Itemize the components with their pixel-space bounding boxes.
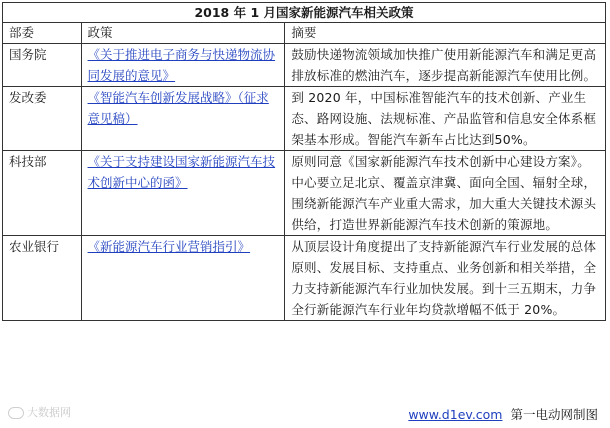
- policy-link[interactable]: 《智能汽车创新发展战略》（征求意见稿）: [87, 90, 269, 126]
- summary-cell: 从顶层设计角度提出了支持新能源汽车行业发展的总体原则、发展目标、支持重点、业务创新和相关举措，全力支持新能源汽车行业加快发展。到十三五期末，力争全行新能源汽车行业年均贷款增幅不低于 20%。: [285, 236, 606, 321]
- header-row: [3, 23, 606, 44]
- policy-cell: [81, 151, 285, 236]
- summary-cell: 原则同意《国家新能源汽车技术创新中心建设方案》。中心要立足北京、覆盖京津冀、面向全国、辐射全球，围绕新能源汽车产业重大需求，加大重大关键技术源头供给，打造世界新能源汽车技术创新的策源地。: [285, 151, 606, 236]
- table-row: [3, 44, 606, 87]
- policy-table: [2, 2, 606, 321]
- watermark-logo-icon: [8, 407, 24, 419]
- watermark-text: 大数据网: [27, 406, 71, 419]
- dept-cell: 国务院: [3, 44, 82, 87]
- site-link[interactable]: www.d1ev.com: [408, 407, 503, 422]
- policy-cell: [81, 44, 285, 87]
- policy-link[interactable]: 《关于支持建设国家新能源汽车技术创新中心的函》: [87, 154, 276, 190]
- credit: [408, 405, 598, 423]
- footer: [0, 402, 610, 428]
- dept-cell: 科技部: [3, 151, 82, 236]
- summary-cell: 到 2020 年，中国标准智能汽车的技术创新、产业生态、路网设施、法规标准、产品监管和信息安全体系框架基本形成。智能汽车新车占比达到50%。: [285, 87, 606, 151]
- header-dept: 部委: [3, 23, 82, 44]
- dept-cell: 农业银行: [3, 236, 82, 321]
- credit-text: 第一电动网制图: [510, 407, 598, 422]
- policy-cell: [81, 236, 285, 321]
- policy-cell: [81, 87, 285, 151]
- summary-cell: 鼓励快递物流领域加快推广使用新能源汽车和满足更高排放标准的燃油汽车，逐步提高新能源汽车使用比例。: [285, 44, 606, 87]
- table-row: [3, 236, 606, 321]
- table-title: 2018 年 1 月国家新能源汽车相关政策: [3, 3, 606, 23]
- watermark: [8, 404, 71, 420]
- header-policy: 政策: [81, 23, 285, 44]
- policy-link[interactable]: 《关于推进电子商务与快递物流协同发展的意见》: [87, 47, 276, 83]
- policy-link[interactable]: 《新能源汽车行业营销指引》: [87, 239, 251, 254]
- header-summary: 摘要: [285, 23, 606, 44]
- table-row: [3, 151, 606, 236]
- dept-cell: 发改委: [3, 87, 82, 151]
- table-row: [3, 87, 606, 151]
